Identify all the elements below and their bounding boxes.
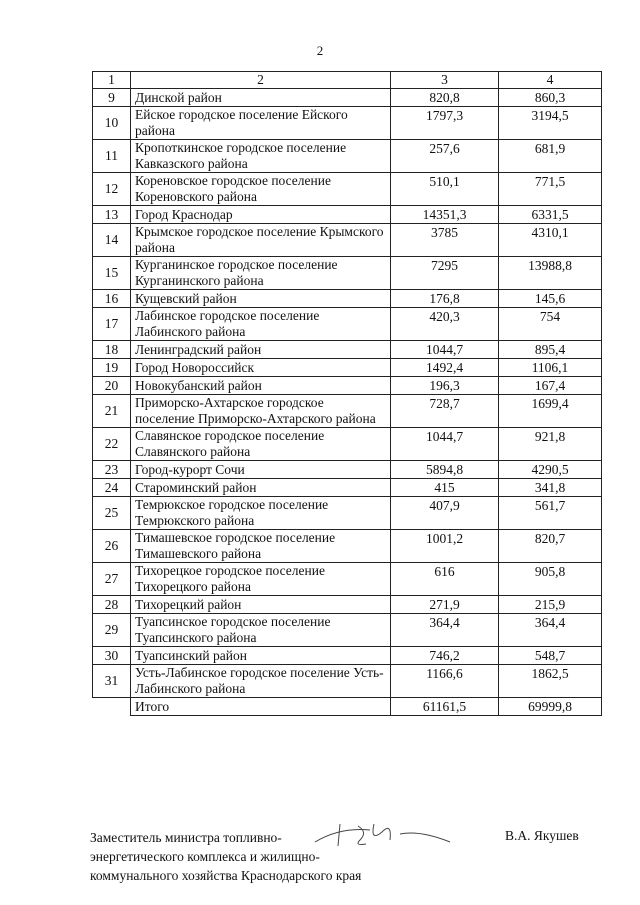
row-value-col4: 215,9	[499, 596, 602, 614]
table-row	[93, 308, 602, 341]
table-row	[93, 479, 602, 497]
row-value-col4: 4310,1	[499, 224, 602, 257]
row-number: 30	[93, 647, 131, 665]
row-value-col3: 271,9	[391, 596, 499, 614]
row-value-col3: 1044,7	[391, 341, 499, 359]
table-row	[93, 341, 602, 359]
row-value-col4: 1862,5	[499, 665, 602, 698]
row-number: 14	[93, 224, 131, 257]
row-number: 10	[93, 107, 131, 140]
row-value-col3: 14351,3	[391, 206, 499, 224]
signature-position	[90, 828, 361, 885]
row-name: Тимашевское городское поселение Тимашевского района	[131, 530, 391, 563]
header-cell: 4	[499, 72, 602, 89]
position-line: энергетического комплекса и жилищно-	[90, 849, 320, 864]
row-value-col3: 1001,2	[391, 530, 499, 563]
row-value-col3: 176,8	[391, 290, 499, 308]
row-number: 23	[93, 461, 131, 479]
row-name: Тихорецкий район	[131, 596, 391, 614]
row-number: 19	[93, 359, 131, 377]
signer-name: В.А. Якушев	[505, 828, 579, 843]
table-row	[93, 428, 602, 461]
position-line: коммунального хозяйства Краснодарского края	[90, 868, 362, 883]
row-number: 20	[93, 377, 131, 395]
table-row	[93, 614, 602, 647]
row-value-col3: 407,9	[391, 497, 499, 530]
row-value-col4: 548,7	[499, 647, 602, 665]
row-name: Темрюкское городское поселение Темрюкского района	[131, 497, 391, 530]
row-value-col4: 167,4	[499, 377, 602, 395]
table-row	[93, 89, 602, 107]
table-row	[93, 290, 602, 308]
row-value-col3: 1797,3	[391, 107, 499, 140]
row-number: 13	[93, 206, 131, 224]
row-number: 22	[93, 428, 131, 461]
row-value-col4: 921,8	[499, 428, 602, 461]
row-value-col3: 820,8	[391, 89, 499, 107]
row-number: 21	[93, 395, 131, 428]
row-value-col4: 860,3	[499, 89, 602, 107]
row-name: Кущевский район	[131, 290, 391, 308]
position-line: Заместитель министра топливно-	[90, 830, 282, 845]
row-number: 25	[93, 497, 131, 530]
row-value-col3: 1492,4	[391, 359, 499, 377]
row-value-col3: 7295	[391, 257, 499, 290]
total-col4: 69999,8	[499, 698, 602, 716]
row-value-col4: 145,6	[499, 290, 602, 308]
row-value-col4: 6331,5	[499, 206, 602, 224]
header-cell: 1	[93, 72, 131, 89]
table-row	[93, 224, 602, 257]
row-value-col4: 771,5	[499, 173, 602, 206]
row-value-col3: 364,4	[391, 614, 499, 647]
table-row	[93, 107, 602, 140]
row-value-col4: 754	[499, 308, 602, 341]
row-value-col3: 3785	[391, 224, 499, 257]
row-value-col4: 1699,4	[499, 395, 602, 428]
row-number: 18	[93, 341, 131, 359]
row-number: 16	[93, 290, 131, 308]
row-name: Город Краснодар	[131, 206, 391, 224]
row-number: 15	[93, 257, 131, 290]
row-name: Ейское городское поселение Ейского района	[131, 107, 391, 140]
table-header-row	[93, 72, 602, 89]
row-value-col4: 13988,8	[499, 257, 602, 290]
row-value-col4: 4290,5	[499, 461, 602, 479]
row-name: Туапсинское городское поселение Туапсинского района	[131, 614, 391, 647]
row-number: 11	[93, 140, 131, 173]
page-number: 2	[316, 43, 324, 58]
total-col3: 61161,5	[391, 698, 499, 716]
row-value-col3: 728,7	[391, 395, 499, 428]
row-value-col4: 905,8	[499, 563, 602, 596]
table-row	[93, 497, 602, 530]
table-row	[93, 140, 602, 173]
row-name: Кропоткинское городское поселение Кавказского района	[131, 140, 391, 173]
row-number: 9	[93, 89, 131, 107]
table-row	[93, 647, 602, 665]
row-number: 12	[93, 173, 131, 206]
row-value-col4: 341,8	[499, 479, 602, 497]
row-value-col4: 681,9	[499, 140, 602, 173]
row-value-col4: 820,7	[499, 530, 602, 563]
row-number: 31	[93, 665, 131, 698]
row-name: Город-курорт Сочи	[131, 461, 391, 479]
row-value-col4: 895,4	[499, 341, 602, 359]
row-value-col3: 1044,7	[391, 428, 499, 461]
row-value-col3: 1166,6	[391, 665, 499, 698]
row-value-col4: 561,7	[499, 497, 602, 530]
row-name: Лабинское городское поселение Лабинского района	[131, 308, 391, 341]
row-number: 27	[93, 563, 131, 596]
row-name: Крымское городское поселение Крымского района	[131, 224, 391, 257]
row-value-col3: 420,3	[391, 308, 499, 341]
row-name: Усть-Лабинское городское поселение Усть-Лабинского района	[131, 665, 391, 698]
row-number: 24	[93, 479, 131, 497]
row-number: 26	[93, 530, 131, 563]
row-name: Курганинское городское поселение Курганинского района	[131, 257, 391, 290]
row-value-col3: 415	[391, 479, 499, 497]
table-row	[93, 395, 602, 428]
row-value-col3: 616	[391, 563, 499, 596]
row-name: Ленинградский район	[131, 341, 391, 359]
row-value-col3: 510,1	[391, 173, 499, 206]
table-row	[93, 596, 602, 614]
row-name: Динской район	[131, 89, 391, 107]
row-value-col3: 746,2	[391, 647, 499, 665]
row-number: 17	[93, 308, 131, 341]
table-row	[93, 257, 602, 290]
row-name: Тихорецкое городское поселение Тихорецкого района	[131, 563, 391, 596]
table-row	[93, 665, 602, 698]
total-row	[93, 698, 602, 716]
row-name: Староминский район	[131, 479, 391, 497]
total-label: Итого	[131, 698, 391, 716]
header-cell: 2	[131, 72, 391, 89]
row-name: Приморско-Ахтарское городское поселение Приморско-Ахтарского района	[131, 395, 391, 428]
table-row	[93, 461, 602, 479]
row-name: Туапсинский район	[131, 647, 391, 665]
total-empty	[93, 698, 131, 716]
row-value-col3: 5894,8	[391, 461, 499, 479]
row-name: Славянское городское поселение Славянского района	[131, 428, 391, 461]
row-name: Кореновское городское поселение Кореновского района	[131, 173, 391, 206]
row-value-col3: 196,3	[391, 377, 499, 395]
table-row	[93, 206, 602, 224]
data-table	[92, 71, 602, 716]
table-row	[93, 530, 602, 563]
row-number: 28	[93, 596, 131, 614]
row-value-col4: 3194,5	[499, 107, 602, 140]
table-row	[93, 173, 602, 206]
table-row	[93, 563, 602, 596]
row-name: Город Новороссийск	[131, 359, 391, 377]
table-row	[93, 359, 602, 377]
row-value-col4: 1106,1	[499, 359, 602, 377]
row-value-col3: 257,6	[391, 140, 499, 173]
row-name: Новокубанский район	[131, 377, 391, 395]
row-number: 29	[93, 614, 131, 647]
table-row	[93, 377, 602, 395]
row-value-col4: 364,4	[499, 614, 602, 647]
header-cell: 3	[391, 72, 499, 89]
